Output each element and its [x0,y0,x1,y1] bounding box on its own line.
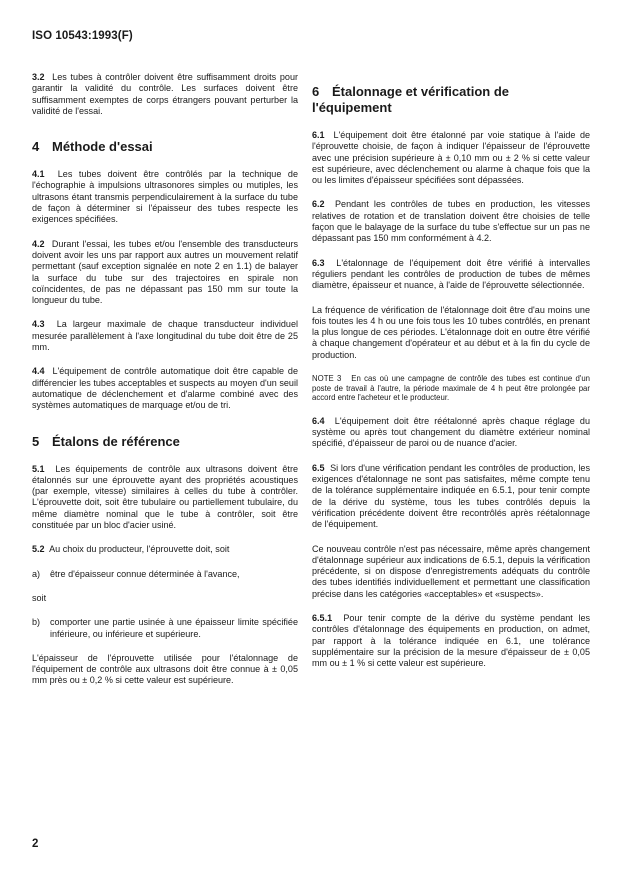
clause-text: Pour tenir compte de la dérive du système pendant les contrôles d'étalonnage des équipements en production, on admet, par rapport à la tolérance indiquée en 6.1, une tolérance supplémentaire sur la précision de la mesure d'épaisseur de ± 0,05 mm ou ± 1 % si cette valeur est supérieure. [312,612,590,669]
clause-number: 5.2 [32,544,45,555]
clause-4-1 [32,169,298,225]
clause-text: L'équipement doit être réétalonné après chaque réglage du système ou après tout changement du diamètre extérieur nominal spécifié, d'épaisseur de paroi ou de nuance d'acier. [312,415,590,449]
clause-text: Pendant les contrôles de tubes en production, les vitesses relatives de rotation et de translation doivent être choisies de telle façon que le balayage de la surface du tube s'effectue sur un pas ne dépassant pas 150 mm conformément à 4.2. [312,199,590,244]
list-item-text: comporter une partie usinée à une épaisseur limite spécifiée inférieure, ou inférieure et supérieure. [50,617,298,639]
clause-text: Les équipements de contrôle aux ultrasons doivent être étalonnés sur une éprouvette ayant des propriétés acoustiques (par exemple, vitesse) similaires à celles du tube à contrôler. L'éprouvette doit, soit être tubulaire ou partiellement tubulaire, du même diamètre nominal que le tube à contrôler, soit être constituée par un bloc d'acier usiné. [32,463,298,531]
clause-text: L'équipement de contrôle automatique doit être capable de différencier les tubes acceptables et suspects au moyen d'un seuil automatique de déclenchement et d'alarme combiné avec des systèmes automatiques de marquage et/ou de tri. [32,366,298,411]
clause-4-4 [32,366,298,411]
list-item-label: a) [32,568,41,579]
clause-6-4 [312,416,590,450]
clause-text: Les tubes doivent être contrôlés par la technique de l'échographie à impulsions ultrasonores simples ou mutiples, les ultrasons étant transmis perpendiculairement à la surface du tube de façon à déterminer si l'épaisseur des tubes respecte les exigences spécifiées. [32,169,298,225]
clause-text: Si lors d'une vérification pendant les contrôles de production, les exigences d'étalonnage ne sont pas satisfaites, même compte tenu de la tolérance supplémentaire indiquée en 6.5.1, pour tenir compte de la dérive du système, tous les tubes contrôlés depuis la vérification précédente doivent être recontrôlés après réétalonnage de l'équipement. [312,462,590,530]
left-column [32,72,298,700]
clause-number: 6.2 [312,199,325,210]
section-title: Étalons de référence [52,433,180,449]
clause-number: 6.5 [312,462,325,473]
note-text: En cas où une campagne de contrôle des tubes est continue d'un poste de travail à l'autre, la période maximale de 4 h peut être prolongée par accord entre l'acheteur et le producteur. [312,374,591,403]
list-item-b [32,617,298,640]
clause-6-1 [312,130,590,186]
clause-number: 4.3 [32,319,45,330]
clause-number: 6.3 [312,257,325,268]
clause-4-2 [32,239,298,307]
clause-text: Au choix du producteur, l'éprouvette doit, soit [49,544,230,555]
clause-text: Les tubes à contrôler doivent être suffisamment droits pour garantir la validité du contrôle. Les surfaces doivent être suffisamment exemptes de corps étrangers pouvant perturber la validité de l'essai. [32,72,298,116]
clause-5-2 [32,544,298,555]
list-item-text: être d'épaisseur connue déterminée à l'avance, [50,568,240,579]
clause-6-5 [312,463,590,531]
clause-3-2 [32,72,298,117]
clause-text: La largeur maximale de chaque transducteur individuel mesurée parallèlement à l'axe longitudinal du tube doit être de 25 mm. [32,319,298,353]
clause-6-5-1 [312,613,590,669]
standard-header: ISO 10543:1993(F) [32,30,133,42]
note-label: NOTE 3 [312,374,342,384]
clause-4-3 [32,319,298,353]
clause-6-5-recontrol: Ce nouveau contrôle n'est pas nécessaire, même après changement d'étalonnage supérieur aux indications de 6.5.1, depuis la vérification précédente, si on dispose d'enregistrements adéquats du contrôle des tubes identifiés individuellement et permettant une classification précise dans les catégories «acceptables» et «suspects». [312,543,590,599]
clause-number: 3.2 [32,72,45,82]
note-3 [312,374,590,403]
list-item-a [32,569,298,580]
section-6-heading [312,84,590,116]
clause-number: 6.4 [312,415,325,426]
soit-text: soit [32,592,47,603]
section-title: Étalonnage et vérification de l'équipement [312,84,509,115]
section-4-heading [32,139,298,155]
clause-5-1 [32,464,298,532]
clause-number: 6.5.1 [312,612,333,623]
clause-text: Durant l'essai, les tubes et/ou l'ensemble des transducteurs doivent avoir les uns par rapport aux autres un mouvement relatif permettant (sauf exception signalée en note 2 en 1.1) de balayer la surface du tube sur des trajectoires en spirale non coïncidentes, de pas ne dépassant pas 150 mm sur toute la longueur du tube. [32,238,298,306]
clause-number: 4.1 [32,169,45,180]
section-number: 4 [32,139,40,155]
section-5-heading [32,434,298,450]
clause-number: 4.2 [32,238,45,249]
section-number: 5 [32,433,40,449]
page-number: 2 [32,838,39,850]
clause-text: L'équipement doit être étalonné par voie statique à l'aide de l'éprouvette choisie, de façon à indiquer l'épaisseur de l'éprouvette avec une précision supérieure à ± 0,10 mm ou ± 2 % si cette valeur est supérieure, avec déclenchement ou alarme à chaque fois que la ou les limites d'épaisseur spécifiées sont dépassées. [312,130,591,186]
clause-6-3 [312,258,590,292]
clause-5-2-conclusion: L'épaisseur de l'éprouvette utilisée pour l'étalonnage de l'équipement de contrôle aux ultrasons doit être connue à ± 0,05 mm près ou ± 0,2 % si cette valeur est supérieure. [32,652,298,686]
clause-number: 6.1 [312,130,325,140]
clause-6-3-frequency: La fréquence de vérification de l'étalonnage doit être d'au moins une fois toutes les 4 h ou une fois tous les 10 tubes contrôlés, en prenant la plus longue de ces périodes. L'étalonnage doit en outre être vérifié à chaque changement d'opérateur et au début et à la fin du cycle de production. [312,304,590,360]
section-number: 6 [312,84,320,99]
clause-number: 4.4 [32,366,45,377]
clause-number: 5.1 [32,463,45,474]
list-item-label: b) [32,617,41,628]
clause-text: L'étalonnage de l'équipement doit être vérifié à intervalles réguliers pendant les contrôles de production de tubes de mêmes diamètre, épaisseur et nuance, à l'aide de l'éprouvette sélectionnée. [312,257,590,291]
clause-6-2 [312,199,590,244]
section-title: Méthode d'essai [52,139,153,155]
right-column [312,72,590,682]
